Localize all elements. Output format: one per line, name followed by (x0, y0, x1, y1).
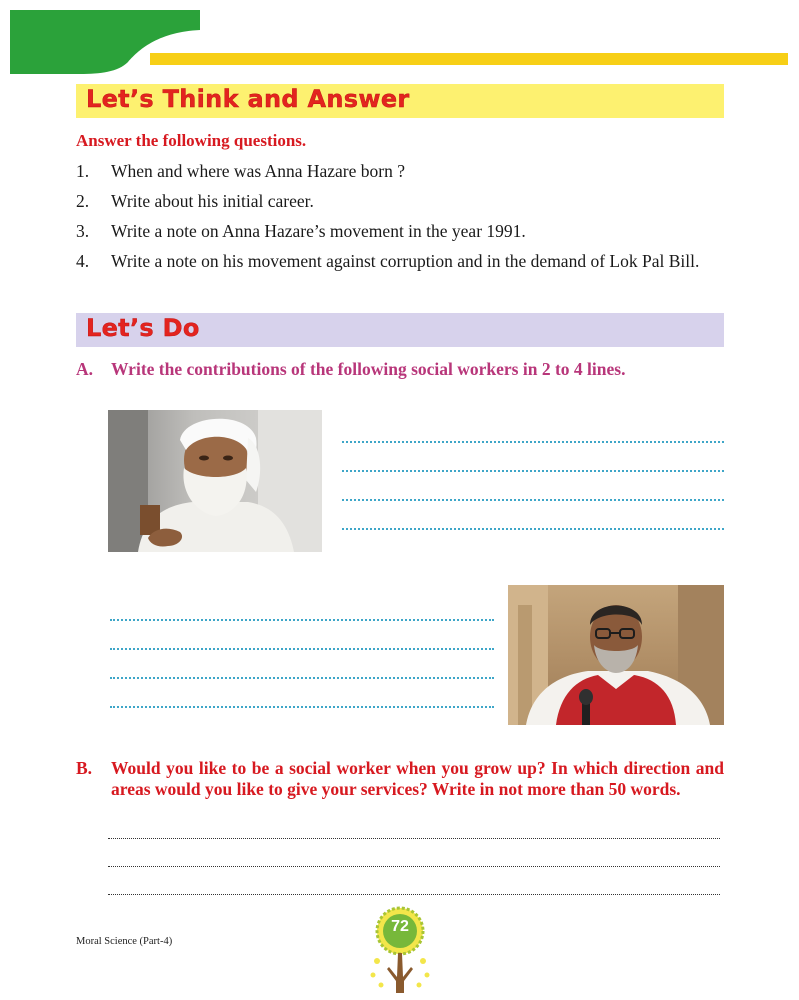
think-answer-banner (76, 84, 724, 118)
answer-line[interactable] (108, 866, 720, 867)
question-number: 1. (76, 161, 90, 181)
question-text: Write a note on his movement against corruption and in the demand of Lok Pal Bill. (111, 251, 700, 271)
questions-instruction: Answer the following questions. (76, 131, 307, 150)
answer-line[interactable] (342, 528, 724, 530)
answer-line[interactable] (342, 499, 724, 501)
answer-line[interactable] (342, 441, 724, 443)
answer-line[interactable] (108, 838, 720, 839)
page-number: 72 (391, 918, 409, 935)
book-title-footer: Moral Science (Part-4) (76, 936, 173, 947)
header-decoration (0, 0, 799, 80)
think-answer-heading: Let’s Think and Answer (86, 85, 410, 113)
part-a-text: Write the contributions of the following social workers in 2 to 4 lines. (111, 359, 626, 379)
header-yellow-stripe (150, 53, 788, 65)
answer-line[interactable] (110, 677, 494, 679)
social-worker-photo-1 (108, 410, 322, 552)
question-number: 4. (76, 251, 90, 271)
lets-do-banner (76, 313, 724, 347)
question-number: 3. (76, 221, 90, 241)
lets-do-heading: Let’s Do (86, 314, 200, 342)
social-worker-photo-2 (508, 585, 724, 725)
answer-line[interactable] (342, 470, 724, 472)
question-number: 2. (76, 191, 90, 211)
answer-line[interactable] (110, 706, 494, 708)
part-b-letter: B. (76, 758, 93, 778)
answer-line[interactable] (110, 619, 494, 621)
part-b-text: Would you like to be a social worker when you grow up? In which direction and areas would you like to give your services? Write in not more than 50 words. (111, 758, 724, 799)
part-a-letter: A. (76, 359, 94, 379)
question-text: Write a note on Anna Hazare’s movement in the year 1991. (111, 221, 526, 241)
answer-line[interactable] (108, 894, 720, 895)
question-text: When and where was Anna Hazare born ? (111, 161, 405, 181)
answer-line[interactable] (110, 648, 494, 650)
question-text: Write about his initial career. (111, 191, 314, 211)
